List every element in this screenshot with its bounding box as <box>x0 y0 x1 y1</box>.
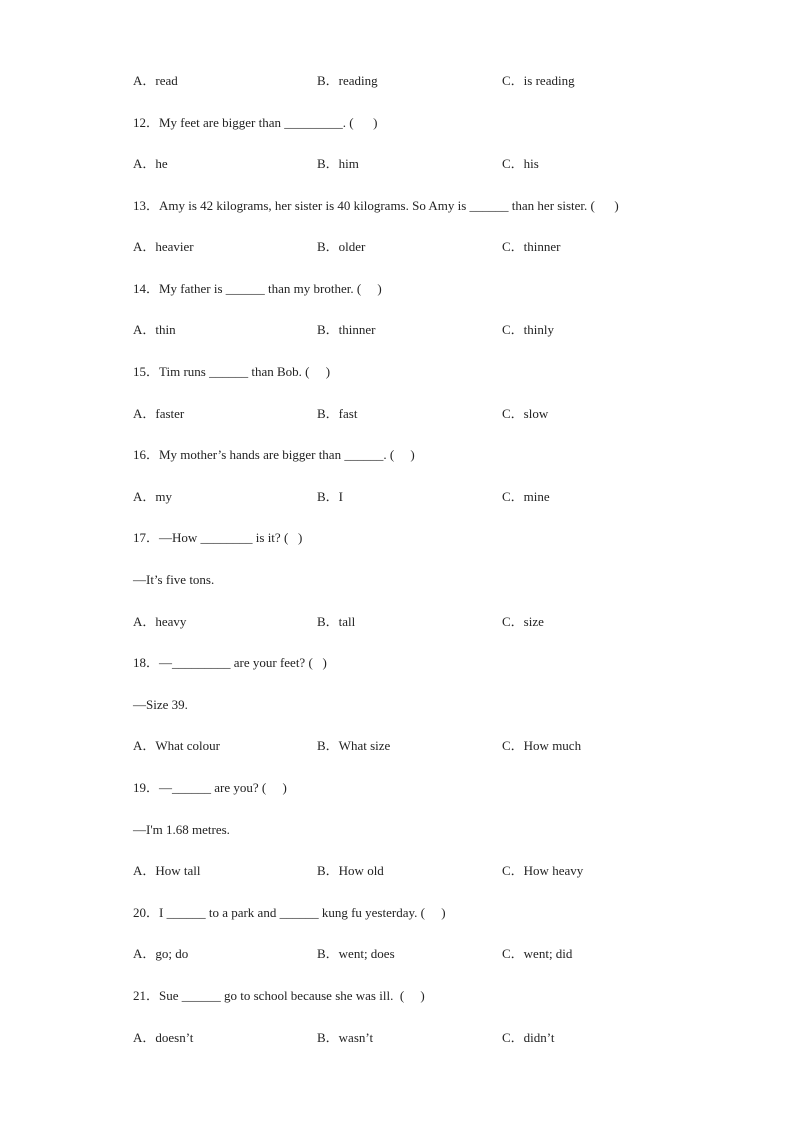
q13-option-c: C．thinner <box>502 239 561 254</box>
q13-question: 13．Amy is 42 kilograms, her sister is 40 kilograms. So Amy is ______ than her sister. ( ) <box>133 198 619 213</box>
q21-question: 21．Sue ______ go to school because she was ill. ( ) <box>133 988 425 1003</box>
q19-option-b: B．How old <box>317 863 384 878</box>
q14-option-c: C．thinly <box>502 322 555 337</box>
q15-option-c: C．slow <box>502 406 549 421</box>
q12-option-b: B．him <box>317 156 359 171</box>
q20-option-b: B．went; does <box>317 946 395 961</box>
q11-option-b: B．reading <box>317 73 378 88</box>
q16-option-c: C．mine <box>502 489 550 504</box>
q15-question: 15．Tim runs ______ than Bob. ( ) <box>133 364 331 379</box>
q19-reply: —I'm 1.68 metres. <box>133 822 230 837</box>
q17-option-c: C．size <box>502 614 544 629</box>
q12-question: 12．My feet are bigger than _________. ( ) <box>133 115 378 130</box>
q13-option-b: B．older <box>317 239 366 254</box>
q12-option-a: A．he <box>133 156 168 171</box>
q16-question: 16．My mother’s hands are bigger than ______. ( ) <box>133 447 415 462</box>
q20-question: 20．I ______ to a park and ______ kung fu yesterday. ( ) <box>133 905 446 920</box>
q15-option-b: B．fast <box>317 406 358 421</box>
q14-option-b: B．thinner <box>317 322 376 337</box>
q18-reply: —Size 39. <box>133 697 188 712</box>
q17-reply: —It’s five tons. <box>133 572 215 587</box>
q21-option-a: A．doesn’t <box>133 1030 194 1045</box>
q19-option-c: C．How heavy <box>502 863 584 878</box>
q17-option-b: B．tall <box>317 614 356 629</box>
q13-option-a: A．heavier <box>133 239 194 254</box>
q17-question: 17．—How ________ is it? ( ) <box>133 530 303 545</box>
q21-option-c: C．didn’t <box>502 1030 555 1045</box>
q12-option-c: C．his <box>502 156 539 171</box>
q14-option-a: A．thin <box>133 322 176 337</box>
q14-question: 14．My father is ______ than my brother. ( ) <box>133 281 382 296</box>
q19-question: 19．—______ are you? ( ) <box>133 780 287 795</box>
q18-option-c: C．How much <box>502 738 582 753</box>
q18-question: 18．—_________ are your feet? ( ) <box>133 655 327 670</box>
q21-option-b: B．wasn’t <box>317 1030 374 1045</box>
q11-option-a: A．read <box>133 73 178 88</box>
q19-option-a: A．How tall <box>133 863 201 878</box>
q16-option-b: B．I <box>317 489 344 504</box>
q11-option-c: C．is reading <box>502 73 575 88</box>
q20-option-a: A．go; do <box>133 946 189 961</box>
q16-option-a: A．my <box>133 489 173 504</box>
q15-option-a: A．faster <box>133 406 185 421</box>
q20-option-c: C．went; did <box>502 946 573 961</box>
q18-option-b: B．What size <box>317 738 391 753</box>
q18-option-a: A．What colour <box>133 738 221 753</box>
q17-option-a: A．heavy <box>133 614 187 629</box>
